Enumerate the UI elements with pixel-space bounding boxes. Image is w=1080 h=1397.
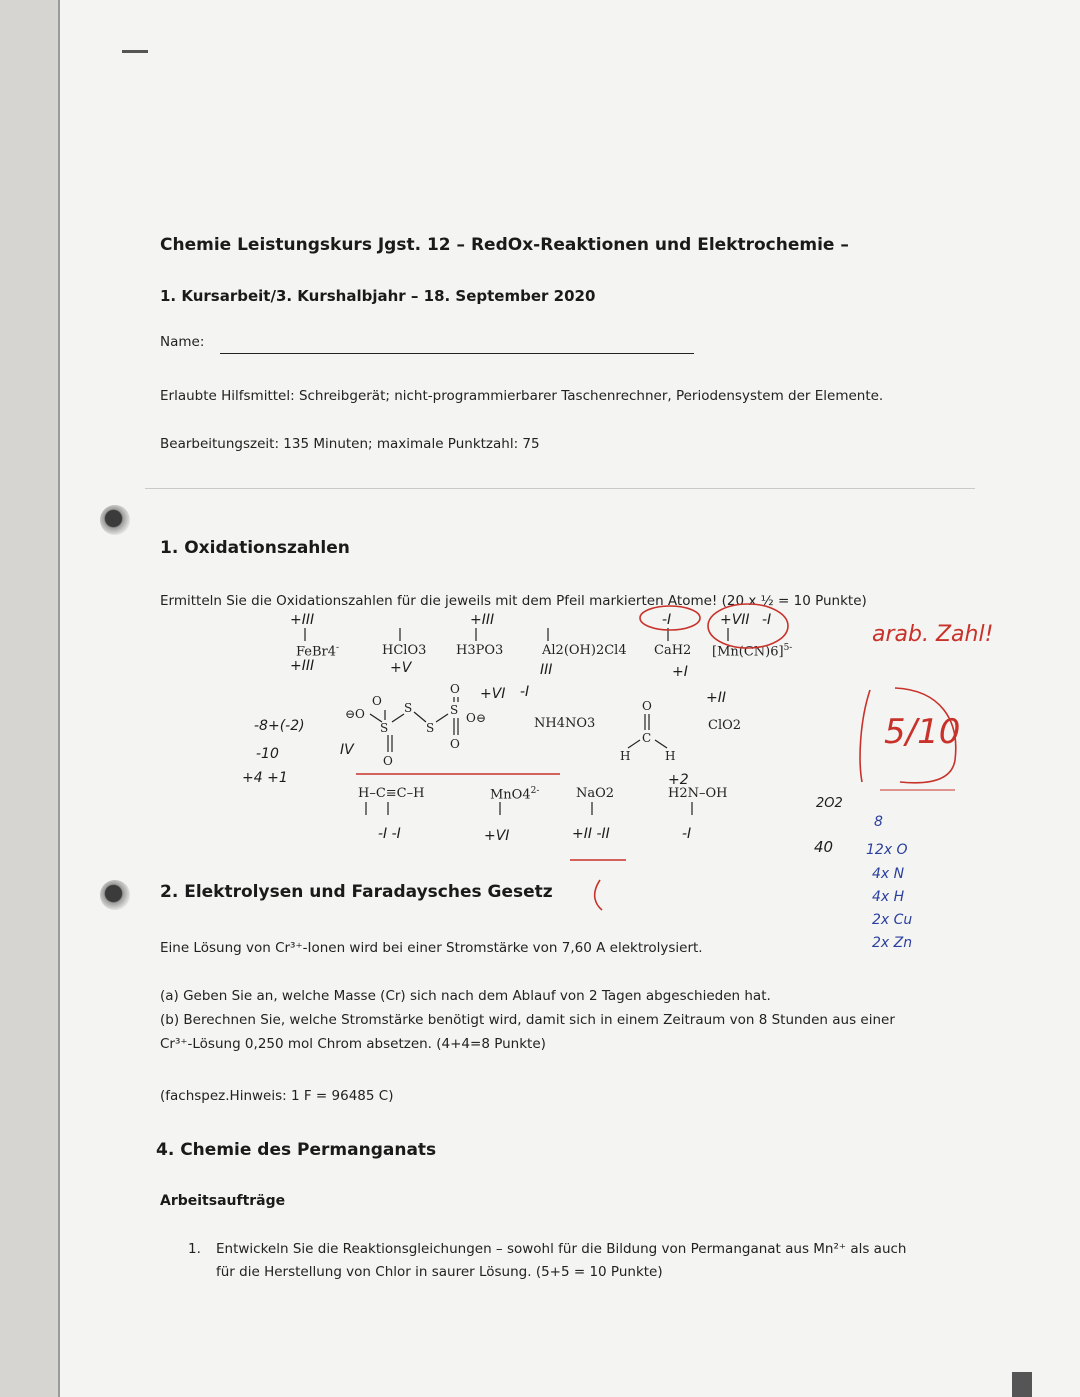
svg-text:⊖O: ⊖O — [345, 707, 365, 721]
svg-text:O: O — [383, 754, 393, 768]
section-2-task-b-line2: Cr³⁺-Lösung 0,250 mol Chrom absetzen. (4+4=8 Punkte) — [160, 1036, 546, 1052]
tally-5: 4x N — [872, 866, 905, 882]
annotation-21: -I — [682, 826, 692, 842]
svg-text:H: H — [665, 749, 676, 763]
tally-1: 2O2 — [816, 796, 843, 811]
annotation-15: -10 — [256, 746, 279, 762]
section-2-intro: Eine Lösung von Cr³⁺-Ionen wird bei einer Stromstärke von 7,60 A elektrolysiert. — [160, 940, 703, 956]
annotation-16: +4 +1 — [242, 770, 288, 786]
svg-text:S: S — [450, 703, 459, 717]
formula-nh4no3: NH4NO3 — [534, 716, 596, 731]
formula-hclo3: HClO3 — [382, 643, 427, 658]
annotation-7: +VII — [720, 612, 750, 628]
tally-8: 2x Zn — [872, 935, 913, 951]
formula-h3po3: H3PO3 — [456, 643, 504, 658]
svg-text:O⊖: O⊖ — [466, 711, 486, 725]
task-1-line1: Entwickeln Sie die Reaktionsgleichungen – sowohl für die Bildung von Permanganat aus Mn²⁺ als auch — [216, 1241, 907, 1257]
svg-text:O: O — [450, 737, 460, 751]
annotation-1: +III — [290, 612, 315, 628]
formula-clo2: ClO2 — [708, 718, 742, 733]
svg-text:O: O — [642, 699, 652, 713]
formula-mno4: $MnO4^{2-}$ — [490, 786, 540, 803]
svg-text:H: H — [620, 749, 631, 763]
formula-febr4: FeBr4- — [296, 643, 340, 660]
section-4-heading: 4. Chemie des Permanganats — [156, 1140, 437, 1160]
annotation-14: -8+(-2) — [254, 718, 305, 734]
svg-text:S: S — [404, 701, 413, 715]
formula-ethyne: H–C≡C–H — [358, 786, 425, 801]
tally-3: 8 — [874, 814, 883, 830]
section-1-task: Ermitteln Sie die Oxidationszahlen für die jeweils mit dem Pfeil markierten Atome! (20 x ½ = 10 Punkte) — [160, 593, 867, 609]
annotation-13: IV — [340, 742, 354, 758]
formula-al2oh2cl4: Al2(OH)2Cl4 — [542, 643, 627, 658]
task-1-number: 1. — [188, 1241, 201, 1257]
annotation-3: +V — [390, 660, 412, 676]
name-label: Name: — [160, 334, 205, 350]
tally-2: 40 — [814, 838, 834, 856]
teacher-remark: arab. Zahl! — [872, 622, 994, 647]
tasks-label: Arbeitsaufträge — [160, 1193, 286, 1209]
annotation-10: +VI — [480, 686, 506, 702]
svg-text:O: O — [372, 694, 382, 708]
annotation-11: -I — [520, 684, 530, 700]
formula-mncn6: $[Mn(CN)6]^{5-}$ — [712, 643, 793, 660]
section-1-heading: 1. Oxidationszahlen — [160, 538, 350, 558]
annotation-4: +III — [470, 612, 495, 628]
time-and-points: Bearbeitungszeit: 135 Minuten; maximale Punktzahl: 75 — [160, 436, 540, 452]
section-2-heading: 2. Elektrolysen und Faradaysches Gesetz — [160, 882, 553, 902]
formula-hydroxylamine: H2N–OH — [668, 786, 728, 801]
section-2-hint: (fachspez.Hinweis: 1 F = 96485 C) — [160, 1088, 394, 1104]
formula-nao2: NaO2 — [576, 786, 615, 801]
svg-text:C: C — [642, 731, 652, 745]
svg-text:S: S — [380, 721, 389, 735]
tally-6: 4x H — [872, 889, 905, 905]
section-2-task-a: (a) Geben Sie an, welche Masse (Cr) sich nach dem Ablauf von 2 Tagen abgeschieden hat. — [160, 988, 771, 1004]
tally-7: 2x Cu — [872, 912, 913, 928]
annotation-17: -I -I — [378, 826, 401, 842]
annotation-5: III — [540, 662, 553, 678]
annotation-8: -I — [662, 612, 672, 628]
allowed-aids: Erlaubte Hilfsmittel: Schreibgerät; nicht-programmierbarer Taschenrechner, Periodensystem der Elemente. — [160, 388, 884, 404]
annotation-20: +2 — [668, 772, 689, 788]
annotation-18: +VI — [484, 828, 510, 844]
section-2-task-b-line1: (b) Berechnen Sie, welche Stromstärke benötigt wird, damit sich in einem Zeitraum von 8 Stunden aus einer — [160, 1012, 895, 1028]
task-1-line2: für die Herstellung von Chlor in saurer Lösung. (5+5 = 10 Punkte) — [216, 1264, 663, 1280]
annotation-6: +I — [672, 664, 688, 680]
section-1-score: 5/10 — [884, 712, 961, 752]
annotation-19: +II -II — [572, 826, 610, 842]
exam-title: Chemie Leistungskurs Jgst. 12 – RedOx-Reaktionen und Elektrochemie – — [160, 235, 849, 255]
svg-text:S: S — [426, 721, 435, 735]
annotation-2: +III — [290, 658, 315, 674]
svg-text:O: O — [450, 682, 460, 696]
tally-4: 12x O — [866, 842, 908, 858]
formula-cah2: CaH2 — [654, 643, 692, 658]
annotation-9: -I — [762, 612, 772, 628]
annotation-12: +II — [706, 690, 726, 706]
exam-subtitle: 1. Kursarbeit/3. Kurshalbjahr – 18. September 2020 — [160, 287, 596, 305]
